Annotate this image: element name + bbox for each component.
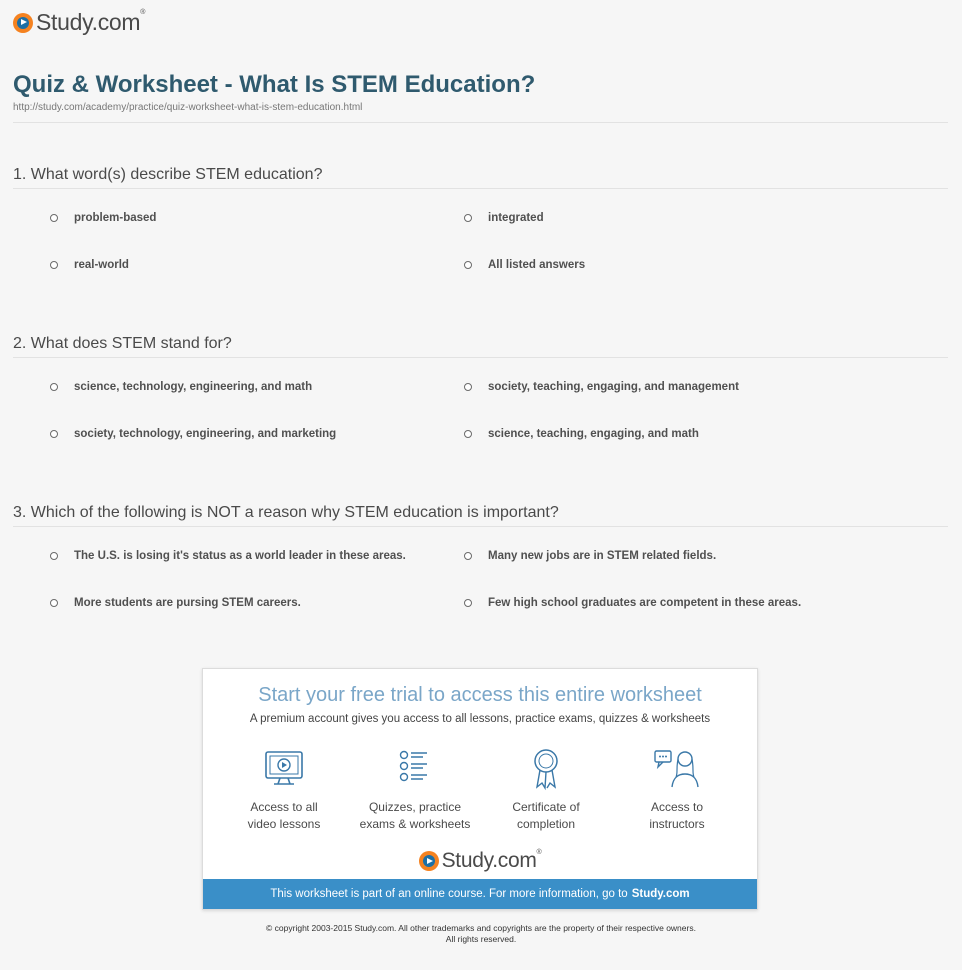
answer-option[interactable] (464, 381, 739, 393)
option-label: problem-based (74, 212, 157, 224)
copyright-footer (0, 923, 962, 945)
promo-headline: Start your free trial to access this entire worksheet (258, 684, 702, 706)
option-label: real-world (74, 259, 129, 271)
play-logo-icon (13, 13, 33, 33)
answer-option[interactable] (464, 212, 544, 224)
answer-option[interactable] (464, 428, 699, 440)
radio-button[interactable] (50, 552, 58, 560)
instructor-icon (652, 747, 702, 791)
feature-video-lessons (219, 747, 349, 833)
banner-link[interactable]: Study.com (631, 888, 690, 900)
answer-option[interactable] (464, 597, 801, 609)
feature-label: Quizzes, practice exams & worksheets (359, 800, 471, 831)
radio-button[interactable] (50, 430, 58, 438)
option-label: The U.S. is losing it's status as a world leader in these areas. (74, 550, 406, 562)
free-trial-promo[interactable] (202, 668, 758, 910)
option-label: science, technology, engineering, and math (74, 381, 313, 393)
feature-certificate (481, 747, 611, 833)
radio-button[interactable] (50, 599, 58, 607)
radio-button[interactable] (50, 214, 58, 222)
rights-line: All rights reserved. (445, 934, 517, 944)
promo-subtext: A premium account gives you access to all lessons, practice exams, quizzes & worksheets (249, 713, 711, 725)
logo-wordmark: Study.com® (441, 849, 542, 872)
radio-button[interactable] (50, 383, 58, 391)
option-label: More students are pursing STEM careers. (74, 597, 301, 609)
video-lessons-icon (262, 747, 306, 791)
question-1: 1. What word(s) describe STEM education? (13, 166, 323, 183)
feature-label: Access to all video lessons (247, 800, 321, 831)
answer-option[interactable] (464, 550, 716, 562)
promo-study-logo[interactable] (203, 849, 757, 873)
feature-quizzes (350, 747, 480, 833)
question-divider (13, 526, 948, 527)
study-logo[interactable] (13, 9, 145, 36)
answer-option[interactable] (50, 428, 336, 440)
title-divider (13, 122, 948, 123)
question-3: 3. Which of the following is NOT a reason why STEM education is important? (13, 504, 559, 521)
radio-button[interactable] (464, 383, 472, 391)
logo-wordmark: Study.com® (36, 9, 146, 35)
radio-button[interactable] (464, 552, 472, 560)
answer-option[interactable] (50, 550, 406, 562)
banner-text: This worksheet is part of an online course. For more information, go to (270, 888, 628, 900)
certificate-icon (524, 747, 568, 791)
answer-option[interactable] (50, 212, 156, 224)
radio-button[interactable] (464, 261, 472, 269)
feature-label: Certificate of completion (512, 800, 580, 831)
radio-button[interactable] (50, 261, 58, 269)
option-label: society, teaching, engaging, and management (488, 381, 739, 393)
page-title: Quiz & Worksheet - What Is STEM Education? (13, 71, 536, 98)
option-label: Many new jobs are in STEM related fields. (488, 550, 717, 562)
feature-label: Access to instructors (649, 800, 705, 831)
question-divider (13, 188, 948, 189)
page-url[interactable]: http://study.com/academy/practice/quiz-worksheet-what-is-stem-education.html (13, 102, 363, 113)
option-label: science, teaching, engaging, and math (488, 428, 699, 440)
option-label: All listed answers (488, 259, 586, 271)
option-label: integrated (488, 212, 544, 224)
question-divider (13, 357, 948, 358)
answer-option[interactable] (464, 259, 585, 271)
answer-option[interactable] (50, 597, 301, 609)
option-label: Few high school graduates are competent in these areas. (488, 597, 802, 609)
answer-option[interactable] (50, 259, 129, 271)
copyright-line: © copyright 2003-2015 Study.com. All other trademarks and copyrights are the property of their respective owners. (266, 923, 696, 933)
radio-button[interactable] (464, 214, 472, 222)
quiz-list-icon (393, 747, 437, 791)
play-logo-icon (419, 851, 439, 871)
answer-option[interactable] (50, 381, 312, 393)
feature-instructors (612, 747, 742, 833)
question-2: 2. What does STEM stand for? (13, 335, 232, 352)
radio-button[interactable] (464, 430, 472, 438)
option-label: society, technology, engineering, and marketing (74, 428, 337, 440)
radio-button[interactable] (464, 599, 472, 607)
course-info-banner[interactable] (203, 879, 757, 909)
